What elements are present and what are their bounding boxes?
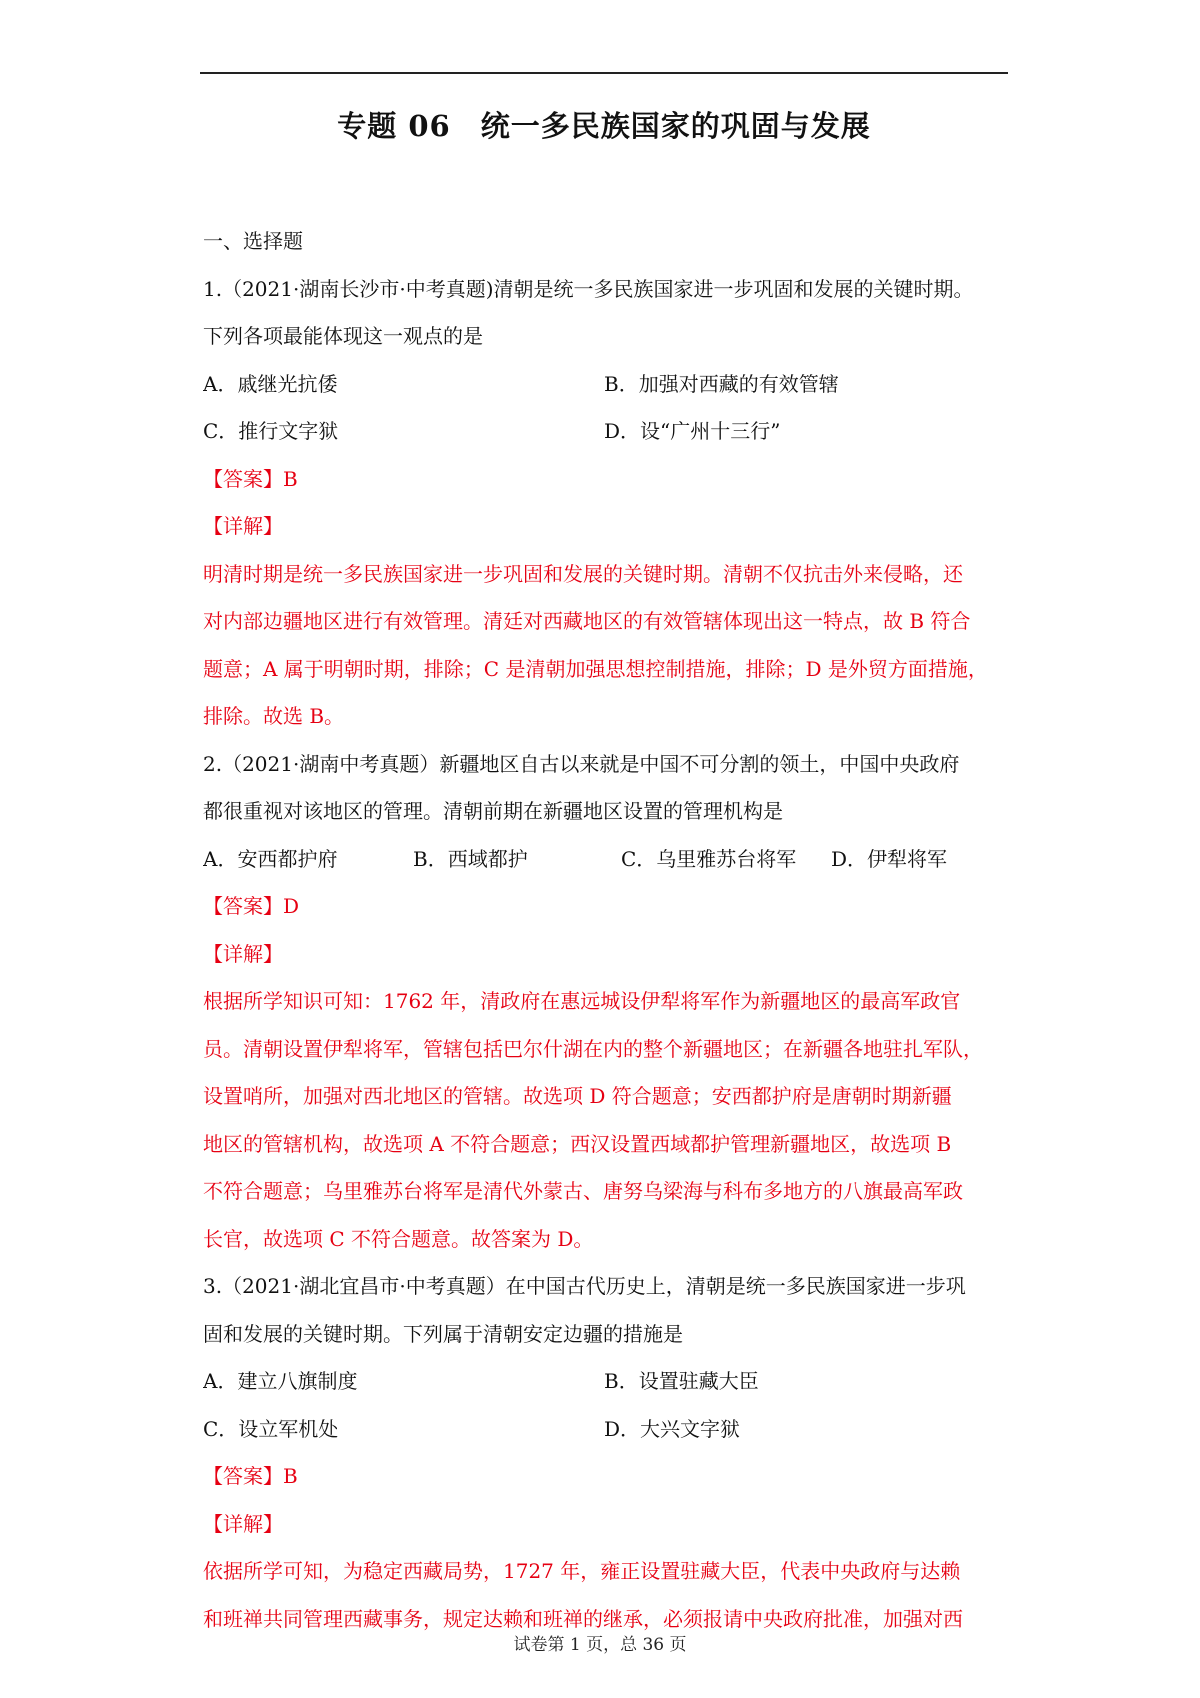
options-row (203, 1406, 1005, 1454)
option-c: C．乌里雅苏台将军 (621, 846, 797, 871)
detail-line: 和班禅共同管理西藏事务，规定达赖和班禅的继承，必须报请中央政府批准，加强对西 (203, 1606, 963, 1631)
question-stem-line: 1.（2021·湖南长沙市·中考真题)清朝是统一多民族国家进一步巩固和发展的关键时期。 (203, 276, 974, 301)
question-stem-line: 下列各项最能体现这一观点的是 (203, 324, 483, 348)
option-a: A．安西都护府 (203, 846, 338, 871)
detail-line: 明清时期是统一多民族国家进一步巩固和发展的关键时期。清朝不仅抗击外来侵略，还 (203, 561, 963, 586)
detail-line: 根据所学知识可知：1762 年，清政府在惠远城设伊犁将军作为新疆地区的最高军政官 (203, 989, 961, 1013)
option-d: D．伊犁将军 (831, 846, 948, 871)
detail-line: 排除。故选 B。 (203, 704, 345, 728)
answer-label: 【答案】D (203, 894, 300, 918)
answer-label: 【答案】B (203, 466, 298, 491)
detail-line: 地区的管辖机构，故选项 A 不符合题意；西汉设置西域都护管理新疆地区，故选项 B (203, 1131, 952, 1156)
option-a: A．戚继光抗倭 (203, 371, 338, 396)
detail-line: 员。清朝设置伊犁将军，管辖包括巴尔什湖在内的整个新疆地区；在新疆各地驻扎军队， (203, 1036, 983, 1061)
page-title: 专题 06 统一多民族国家的巩固与发展 (337, 109, 871, 143)
detail-line: 题意；A 属于明朝时期，排除；C 是清朝加强思想控制措施，排除；D 是外贸方面措施， (203, 656, 988, 681)
detail-line: 对内部边疆地区进行有效管理。清廷对西藏地区的有效管辖体现出这一特点，故 B 符合 (203, 609, 971, 633)
question-2 (203, 741, 1005, 1264)
options-row (203, 361, 1005, 409)
detail-line: 设置哨所，加强对西北地区的管辖。故选项 D 符合题意；安西都护府是唐朝时期新疆 (203, 1084, 952, 1108)
question-1 (203, 266, 1005, 741)
option-c: C．推行文字狱 (203, 419, 339, 443)
detail-line: 长官，故选项 C 不符合题意。故答案为 D。 (203, 1226, 594, 1251)
detail-label: 【详解】 (203, 514, 283, 538)
header-rule (200, 72, 1008, 74)
options-row (203, 836, 1005, 884)
answer-label: 【答案】B (203, 1464, 298, 1488)
option-b: B．西域都护 (413, 846, 528, 871)
option-b: B．加强对西藏的有效管辖 (604, 371, 839, 396)
question-stem-line: 3.（2021·湖北宜昌市·中考真题）在中国古代历史上，清朝是统一多民族国家进一步巩 (203, 1274, 966, 1298)
option-b: B．设置驻藏大臣 (604, 1369, 759, 1393)
question-3 (203, 1263, 1005, 1643)
question-stem-line: 固和发展的关键时期。下列属于清朝安定边疆的措施是 (203, 1321, 683, 1346)
options-row (203, 1358, 1005, 1406)
section-heading: 一、选择题 (203, 229, 303, 253)
option-d: D．大兴文字狱 (604, 1416, 741, 1441)
options-row (203, 408, 1005, 456)
option-c: C．设立军机处 (203, 1416, 339, 1441)
option-d: D．设“广州十三行” (604, 419, 781, 443)
page-footer: 试卷第 1 页，总 36 页 (513, 1635, 687, 1655)
detail-line: 依据所学可知，为稳定西藏局势，1727 年，雍正设置驻藏大臣，代表中央政府与达赖 (203, 1559, 961, 1583)
option-a: A．建立八旗制度 (203, 1369, 358, 1393)
question-stem-line: 都很重视对该地区的管理。清朝前期在新疆地区设置的管理机构是 (203, 799, 783, 823)
detail-line: 不符合题意；乌里雅苏台将军是清代外蒙古、唐努乌梁海与科布多地方的八旗最高军政 (203, 1179, 963, 1203)
document-body (203, 218, 1005, 1643)
detail-label: 【详解】 (203, 941, 283, 966)
detail-label: 【详解】 (203, 1511, 283, 1536)
question-stem-line: 2.（2021·湖南中考真题）新疆地区自古以来就是中国不可分割的领土，中国中央政府 (203, 751, 960, 776)
